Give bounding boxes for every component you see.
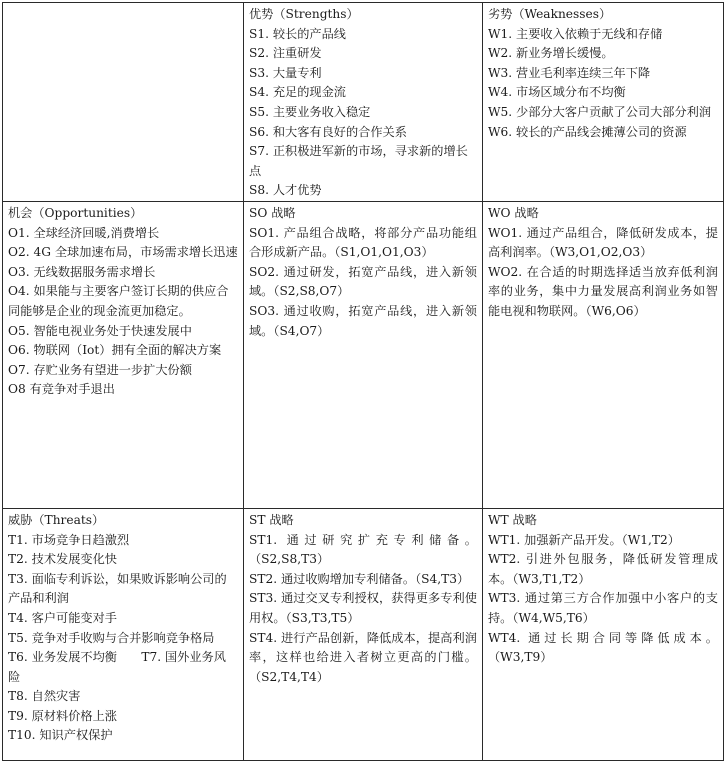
strength-item-s3: S3. 大量专利 [249,65,322,80]
threat-item-t6-t7: T6. 业务发展不均衡 T7. 国外业务风险 [8,650,226,684]
strengths-header: 优势（Strengths） [249,7,359,21]
weakness-item-w4: W4. 市场区域分布不均衡 [488,85,626,100]
weakness-item-w2: W2. 新业务增长缓慢。 [488,46,614,61]
threat-item-t2: T2. 技术发展变化快 [8,552,117,567]
opportunity-item-o6: O6. 物联网（Iot）拥有全面的解决方案 [8,343,222,358]
opportunity-item-o5: O5. 智能电视业务处于快速发展中 [8,323,192,338]
wo-strategy-cell [483,201,724,508]
opportunity-item-o7: O7. 存贮业务有望进一步扩大份额 [8,362,192,377]
swot-header-row [3,3,724,202]
wo-strategy-header: WO 战略 [488,205,539,220]
threat-item-t5: T5. 竞争对手收购与合并影响竞争格局 [8,630,215,645]
so-strategy-cell [244,201,483,508]
strength-item-s6: S6. 和大客有良好的合作关系 [249,124,407,139]
wt-strategy-header: WT 战略 [488,512,537,527]
weakness-item-w6: W6. 较长的产品线会摊薄公司的资源 [488,124,687,139]
strength-item-s2: S2. 注重研发 [249,46,322,61]
strength-item-s7: S7. 正积极进军新的市场，寻求新的增长点 [249,144,468,178]
threats-header: 威胁（Threats） [8,512,105,527]
st-item-st1: ST1. 通过研究扩充专利储备。（S2,S8,T3） [249,532,477,567]
swot-matrix-table [2,2,724,761]
wt-item-wt3: WT3. 通过第三方合作加强中小客户的支持。（W4,W5,T6） [488,591,718,625]
opportunities-cell [3,201,244,508]
wt-strategy-cell [483,508,724,760]
opportunity-item-o8: O8 有竞争对手退出 [8,382,115,397]
opportunity-item-o2: O2. 4G 全球加速布局，市场需求增长迅速 [8,245,238,260]
threat-item-t3: T3. 面临专利诉讼，如果败诉影响公司的产品和利润 [8,571,227,606]
weaknesses-header: 劣势（Weaknesses） [488,7,612,21]
st-strategy-cell [244,508,483,760]
threats-row [3,508,724,760]
st-item-st4: ST4. 进行产品创新，降低成本，提高利润率，这样也给进入者树立更高的门槛。（S2,T4,T4） [249,630,477,684]
empty-corner-cell [3,3,244,202]
threat-item-t10: T10. 知识产权保护 [8,728,113,743]
strength-item-s1: S1. 较长的产品线 [249,26,346,41]
threat-item-t4: T4. 客户可能变对手 [8,610,117,625]
so-item-so1: SO1. 产品组合战略，将部分产品功能组合形成新产品。（S1,O1,O1,O3） [249,225,477,260]
threat-item-t1: T1. 市场竞争日趋激烈 [8,532,130,547]
strength-item-s4: S4. 充足的现金流 [249,85,346,100]
st-item-st3: ST3. 通过交叉专利授权，获得更多专利使用权。（S3,T3,T5） [249,591,477,625]
strength-item-s8: S8. 人才优势 [249,183,322,198]
opportunity-item-o1: O1. 全球经济回暖,消费增长 [8,225,160,240]
weakness-item-w3: W3. 营业毛利率连续三年下降 [488,65,651,80]
opportunity-item-o4: O4. 如果能与主要客户签订长期的供应合同能够是企业的现金流更加稳定。 [8,284,229,318]
weaknesses-cell [483,3,724,202]
wt-item-wt2: WT2. 引进外包服务，降低研发管理成本。（W3,T1,T2） [488,552,718,586]
wo-item-wo2: WO2. 在合适的时期选择适当放弃低利润率的业务，集中力量发展高利润业务如智能电视和物联网。（W6,O6） [488,264,718,318]
so-item-so2: SO2. 通过研发，拓宽产品线，进入新领域。（S2,S8,O7） [249,264,477,299]
weakness-item-w5: W5. 少部分大客户贡献了公司大部分利润 [488,104,712,119]
opportunities-header: 机会（Opportunities） [8,205,143,220]
wt-item-wt4: WT4. 通过长期合同等降低成本。（W3,T9） [488,630,718,665]
opportunities-row [3,201,724,508]
so-item-so3: SO3. 通过收购，拓宽产品线，进入新领域。（S4,O7） [249,303,477,338]
st-strategy-header: ST 战略 [249,512,294,527]
st-item-st2: ST2. 通过收购增加专利储备。（S4,T3） [249,571,470,586]
strengths-cell [244,3,483,202]
weakness-item-w1: W1. 主要收入依赖于无线和存储 [488,26,663,41]
wt-item-wt1: WT1. 加强新产品开发。（W1,T2） [488,532,680,547]
opportunity-item-o3: O3. 无线数据服务需求增长 [8,264,156,279]
so-strategy-header: SO 战略 [249,205,296,220]
threat-item-t9: T9. 原材料价格上涨 [8,708,117,723]
threats-cell [3,508,244,760]
threat-item-t8: T8. 自然灾害 [8,689,81,704]
wo-item-wo1: WO1. 通过产品组合，降低研发成本，提高利润率。（W3,O1,O2,O3） [488,225,718,260]
strength-item-s5: S5. 主要业务收入稳定 [249,104,371,119]
